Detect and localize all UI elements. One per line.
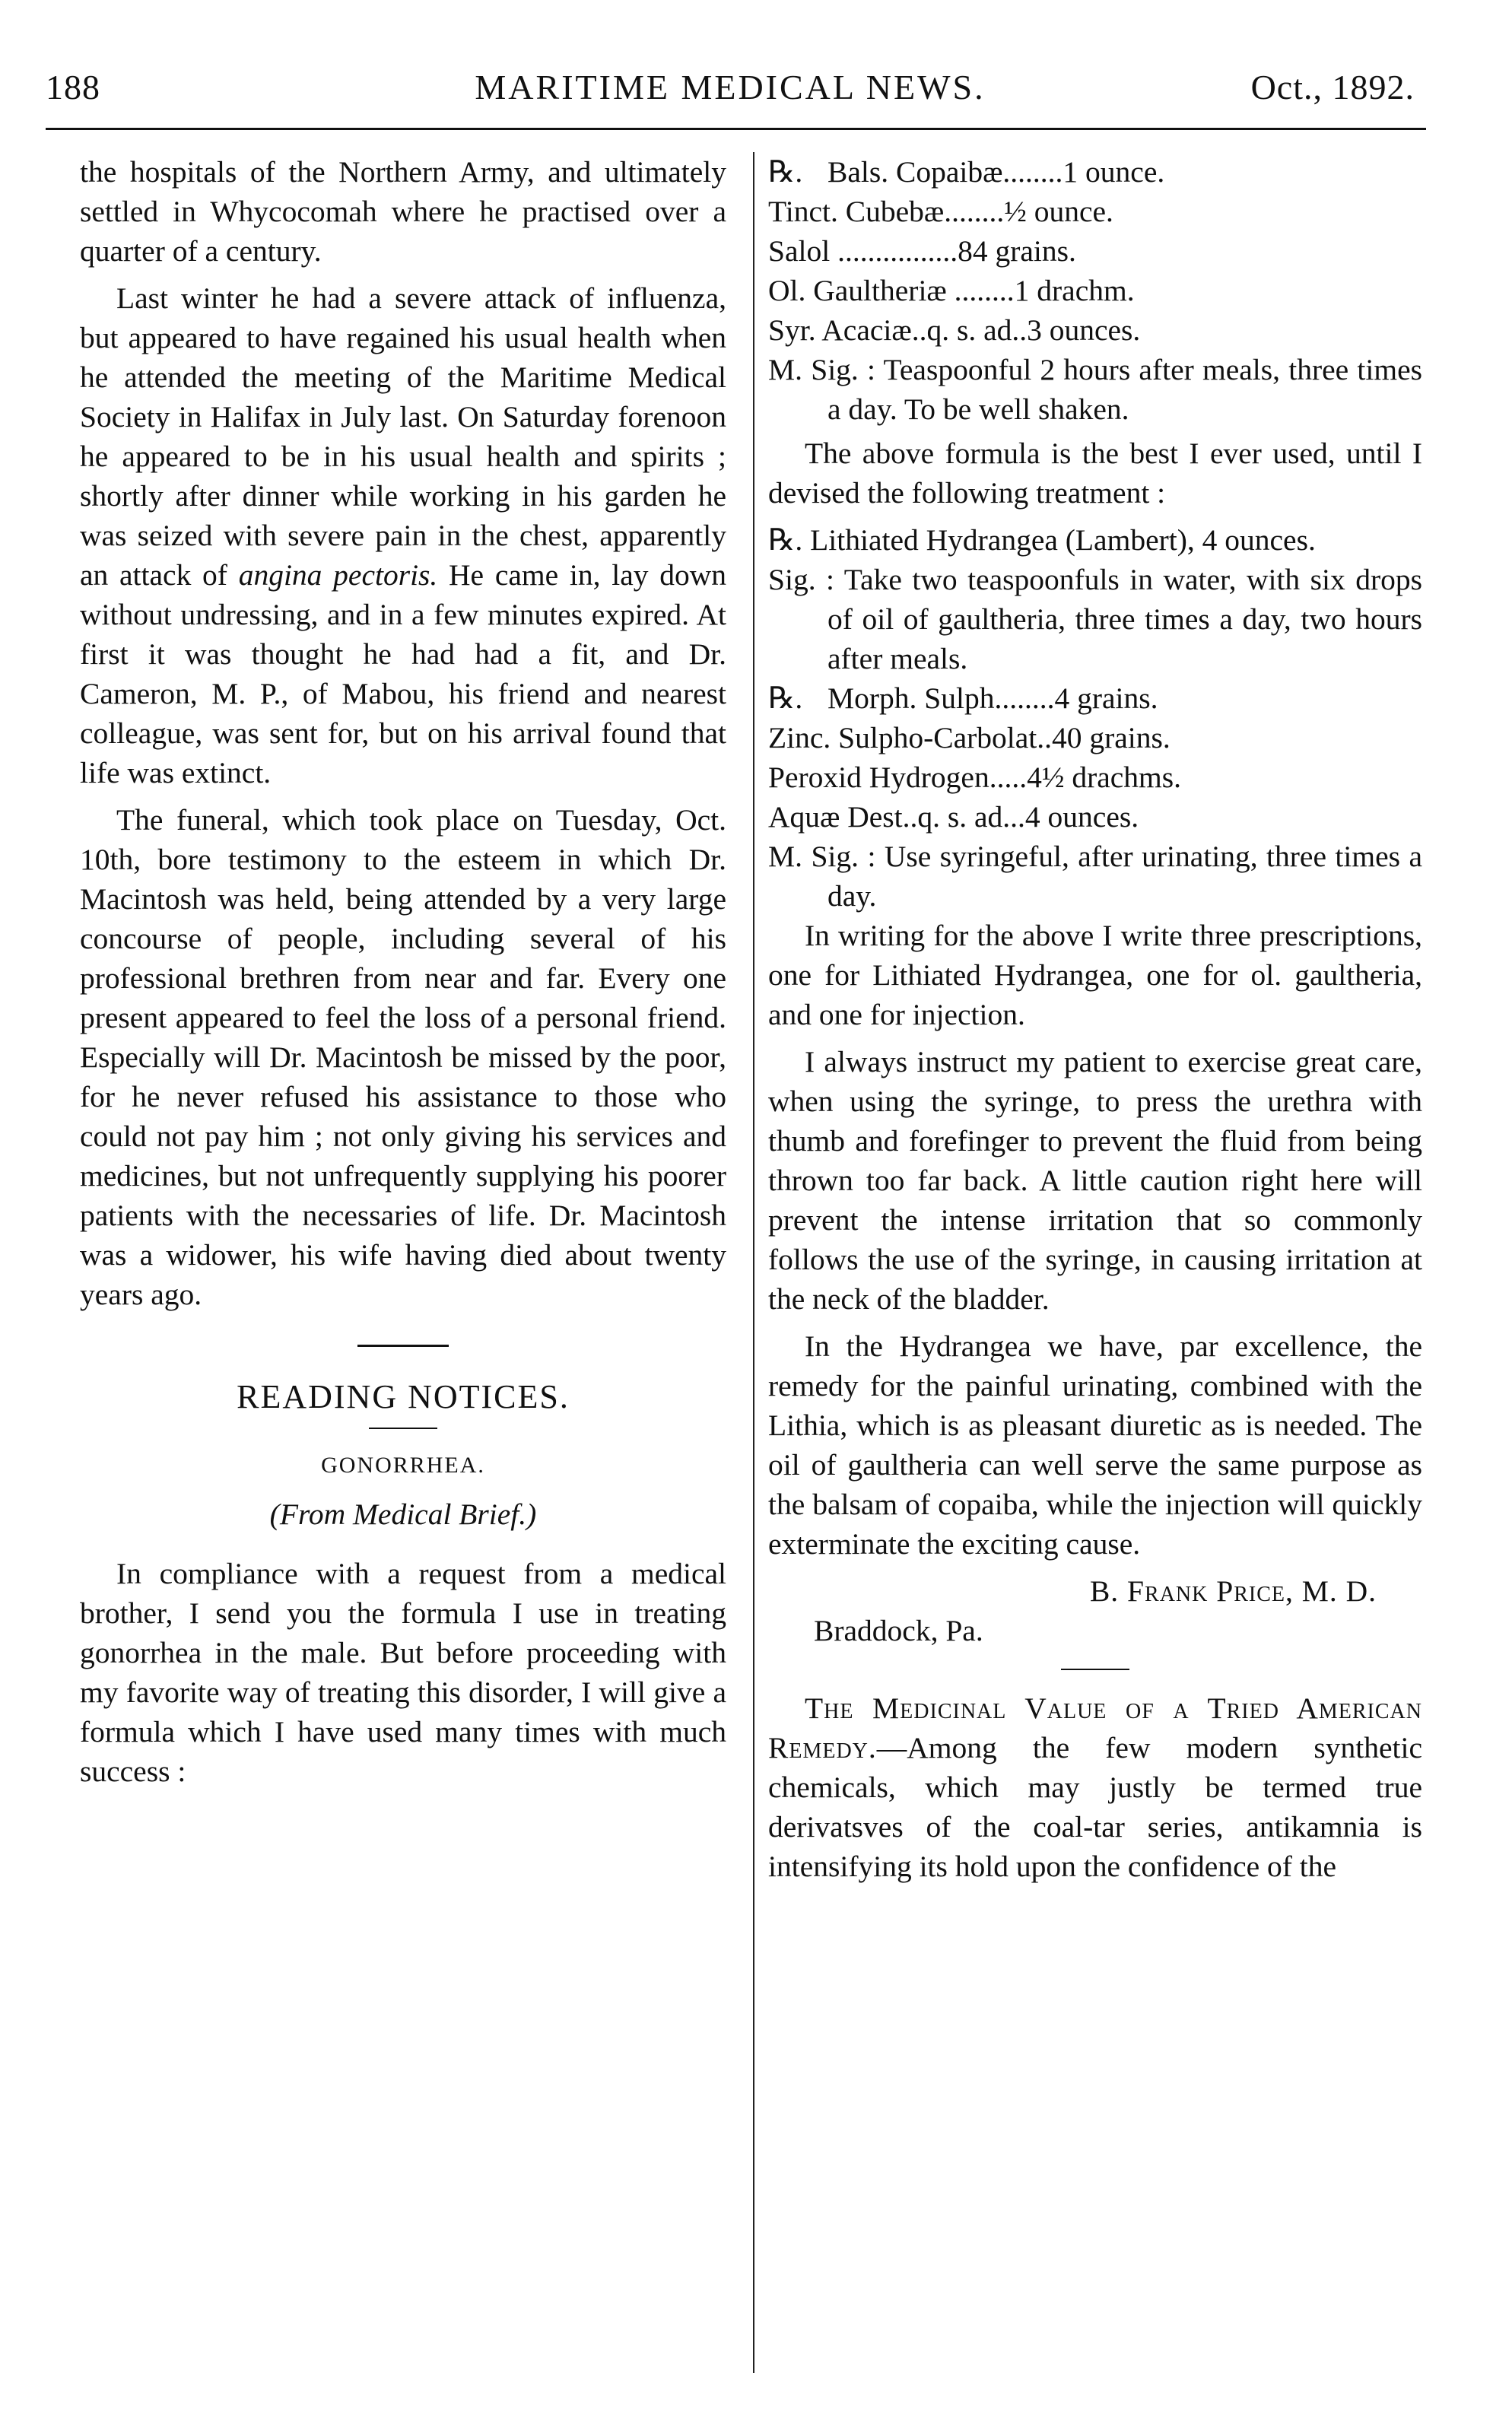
hydrangea-paragraph: In the Hydrangea we have, par excellence, the remedy for the painful urinating, combined with the Lithia, which is as pleasant diuretic as is needed. The oil of gaultheria can well serve the same purpose as the balsam of copaiba, while the injection will quickly exterminate the exciting cause. — [768, 1329, 1422, 1561]
antikamnia-text: —Among the few modern synthetic chemicals, which may justly be termed true derivatsves of the coal-tar series, antikamnia is intensifying its hold upon the confidence of the — [768, 1731, 1422, 1883]
section-title: READING NOTICES. — [237, 1378, 570, 1415]
rx-ingredient: Bals. Copaibæ........1 ounce. — [827, 155, 1165, 189]
rx-directions: M. Sig. : Teaspoonful 2 hours after meals, three times a day. To be well shaken. — [768, 353, 1422, 426]
page-header — [46, 67, 1415, 113]
instruction-paragraph: I always instruct my patient to exercise great care, when using the syringe, to press the urethra with thumb and forefinger to prevent the fluid from being thrown too far back. A little caution right here will prevent the intense irritation that so commonly follows the use of the syringe, in causing irritation at the neck of the bladder. — [768, 1045, 1422, 1316]
header-rule — [46, 128, 1426, 130]
rx-line — [768, 152, 1422, 192]
obituary-paragraph-2 — [80, 278, 726, 792]
subsection-divider — [369, 1428, 437, 1429]
obituary-text-a: Last winter he had a severe attack of influenza, but appeared to have regained his usual health when he attended the meeting of the Maritime Medical Society in Halifax in July last. On Saturday forenoon he appeared to be in his usual health and spirits ; shortly after dinner while working in his garden he was seized with severe pain in the chest, apparently an attack of — [80, 281, 726, 592]
rx-symbol: ℞. — [768, 681, 803, 715]
rx-line: Zinc. Sulpho-Carbolat..40 grains. — [768, 721, 1171, 754]
section-divider — [357, 1345, 449, 1347]
prescription-2: ℞. Lithiated Hydrangea (Lambert), 4 ounces. — [768, 523, 1316, 557]
rx-line — [768, 678, 1422, 718]
rx-directions: M. Sig. : Use syringeful, after urinating, three times a day. — [768, 840, 1422, 913]
article-intro-paragraph: In compliance with a request from a medical brother, I send you the formula I use in treating gonorrhea in the male. But before proceeding with my favorite way of treating this disorder, I will give a formula which I have used many times with much success : — [80, 1557, 726, 1788]
author-signature: B. Frank Price, M. D. — [1089, 1574, 1377, 1608]
rx-line: Salol ................84 grains. — [768, 234, 1076, 268]
right-column — [768, 152, 1422, 1894]
rx-ingredient: Morph. Sulph........4 grains. — [827, 681, 1158, 715]
page-number: 188 — [46, 68, 100, 106]
antikamnia-paragraph — [768, 1688, 1422, 1886]
journal-title: MARITIME MEDICAL NEWS. — [475, 68, 986, 106]
column-divider — [753, 152, 754, 2373]
rx-line: Aquæ Dest..q. s. ad...4 ounces. — [768, 800, 1139, 834]
obituary-paragraph-1: the hospitals of the Northern Army, and ultimately settled in Whycocomah where he practised over a quarter of a century. — [80, 155, 726, 268]
obituary-text-b: He came in, lay down without undressing, and in a few minutes expired. At first it was thought he had had a fit, and Dr. Cameron, M. P., of Mabou, his friend and nearest colleague, was sent for, but on his arrival found that life was extinct. — [80, 558, 726, 789]
prescription-3 — [768, 678, 1422, 916]
rx-symbol: ℞. — [768, 155, 803, 189]
rx-line: Syr. Acaciæ..q. s. ad..3 ounces. — [768, 313, 1141, 347]
rx-directions: Sig. : Take two teaspoonfuls in water, with six drops of oil of gaultheria, three times a day, two hours after meals. — [768, 563, 1422, 675]
writing-paragraph: In writing for the above I write three prescriptions, one for Lithiated Hydrangea, one for ol. gaultheria, and one for injection. — [768, 919, 1422, 1031]
angina-italic: angina pectoris. — [238, 558, 438, 592]
rx-line: Tinct. Cubebæ........½ ounce. — [768, 195, 1113, 228]
obituary-paragraph-3: The funeral, which took place on Tuesday, Oct. 10th, bore testimony to the esteem in which Dr. Macintosh was held, being attended by a very large concourse of people, including several of his professional brethren from near and far. Every one present appeared to feel the loss of a personal friend. Especially will Dr. Macintosh be missed by the poor, for he never refused his assistance to those who could not pay him ; not only giving his services and medicines, but not unfrequently supplying his poorer patients with the necessaries of life. Dr. Macintosh was a widower, his wife having died about twenty years ago. — [80, 803, 726, 1311]
rx-line: Peroxid Hydrogen.....4½ drachms. — [768, 761, 1182, 794]
article-subhead: GONORRHEA. — [321, 1453, 485, 1478]
left-column — [80, 152, 726, 1799]
prescription-1 — [768, 152, 1422, 429]
article-divider — [1061, 1669, 1129, 1670]
article-source: (From Medical Brief.) — [269, 1498, 537, 1531]
treatment-paragraph: The above formula is the best I ever used, until I devised the following treatment : — [768, 437, 1422, 510]
antikamnia-title: The Medicinal Value of a Tried American Remedy. — [768, 1691, 1422, 1764]
author-location: Braddock, Pa. — [814, 1614, 983, 1647]
rx-line: Ol. Gaultheriæ ........1 drachm. — [768, 274, 1135, 307]
issue-date: Oct., 1892. — [1250, 68, 1415, 106]
